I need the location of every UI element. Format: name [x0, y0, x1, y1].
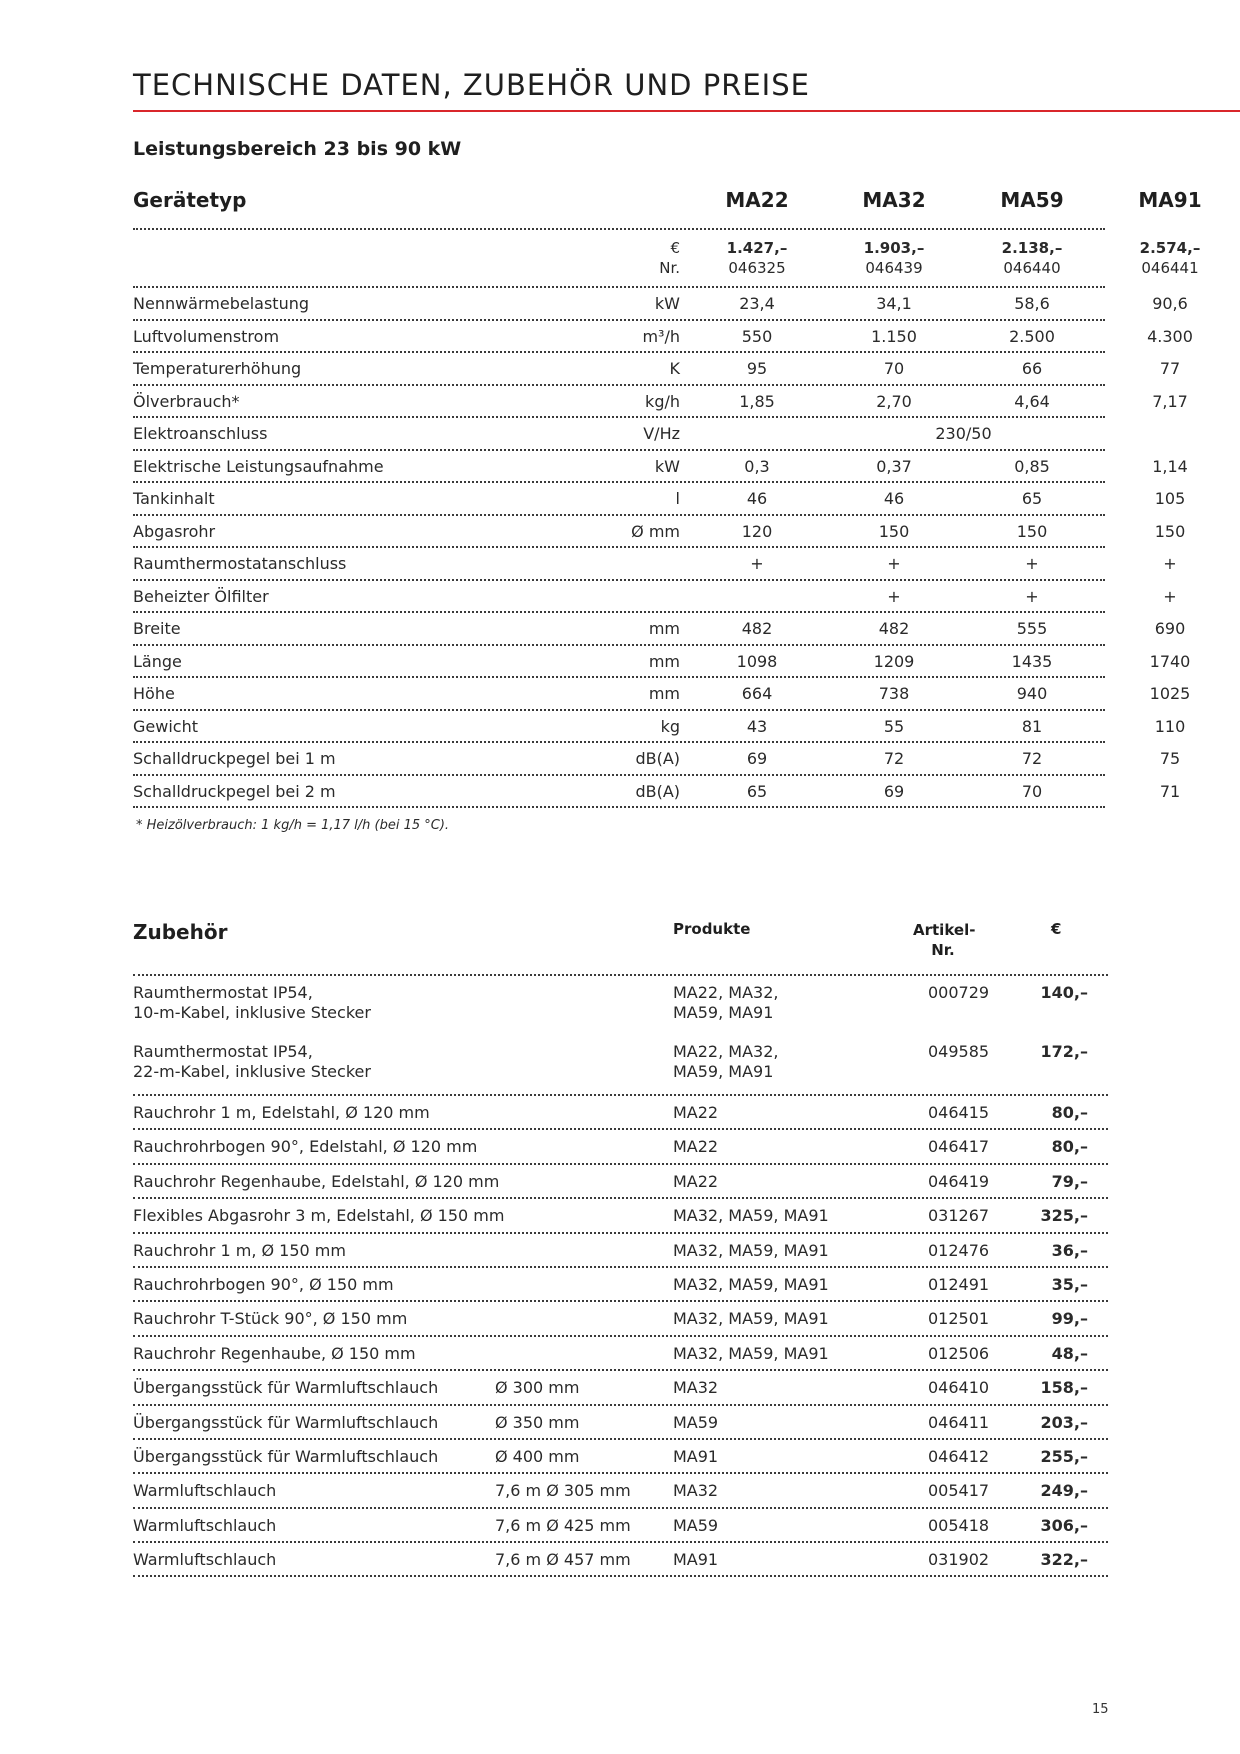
accessory-label: Rauchrohrbogen 90°, Ø 150 mm: [133, 1274, 394, 1294]
accessory-products: MA22: [673, 1137, 719, 1157]
accessory-label: Rauchrohr Regenhaube, Ø 150 mm: [133, 1343, 416, 1363]
row-value: 4.300: [1147, 326, 1193, 346]
model-article-number: 046439: [865, 259, 923, 277]
row-label: Raumthermostatanschluss: [133, 554, 347, 573]
table-row: [133, 548, 1177, 581]
row-value: +: [887, 586, 901, 606]
row-label: Breite: [133, 619, 181, 638]
row-value: 65: [746, 781, 768, 801]
row-value: 46: [883, 489, 905, 508]
row-value: 95: [746, 359, 768, 378]
accessory-products: MA91: [673, 1550, 719, 1570]
table-row: [133, 581, 1177, 614]
model-price: 2.574,–: [1139, 239, 1201, 257]
accessories-header: [133, 916, 1108, 976]
list-item: [133, 1199, 1108, 1233]
row-value: 66: [1021, 359, 1043, 378]
accessory-article-number: 005417: [928, 1481, 990, 1501]
tech-table-header: [133, 180, 1202, 230]
title-rule: [133, 110, 1240, 112]
accessory-spec: Ø 400 mm: [495, 1446, 580, 1466]
accessory-spec: 7,6 m Ø 457 mm: [495, 1550, 631, 1570]
row-value: 1209: [873, 651, 915, 671]
accessory-article-number: 046412: [928, 1446, 990, 1466]
row-value: 1740: [1149, 651, 1191, 671]
row-value: 70: [1021, 781, 1043, 801]
model-header: MA32: [862, 188, 926, 212]
row-value: 482: [741, 619, 773, 638]
row-value: 69: [746, 749, 768, 768]
row-value: +: [887, 554, 901, 573]
row-value: 482: [878, 619, 910, 638]
accessory-spec: 7,6 m Ø 305 mm: [495, 1481, 631, 1501]
row-value: 1435: [1011, 651, 1053, 671]
accessory-label: Übergangsstück für Warmluftschlauch: [133, 1412, 439, 1432]
section-subtitle: Leistungsbereich 23 bis 90 kW: [133, 138, 462, 160]
row-value: 1.150: [871, 326, 917, 346]
table-row: [133, 288, 1188, 321]
row-value: 23,4: [739, 294, 775, 313]
model-header: MA59: [1000, 188, 1064, 212]
accessory-label: Übergangsstück für Warmluftschlauch: [133, 1378, 439, 1398]
row-unit: l: [675, 489, 680, 508]
row-value: 1025: [1149, 684, 1191, 703]
accessory-products: MA59: [673, 1412, 719, 1432]
list-item: [133, 1165, 1108, 1199]
accessories-rows: [133, 976, 1108, 1577]
list-item: [133, 1406, 1108, 1440]
accessory-label: Warmluftschlauch: [133, 1550, 277, 1570]
table-row: [133, 483, 1186, 516]
row-value: 77: [1159, 359, 1181, 378]
article-number-unit: Nr.: [659, 259, 680, 277]
list-item: [133, 1130, 1108, 1164]
row-value: 550: [741, 326, 773, 346]
list-item: [133, 1268, 1108, 1302]
row-value: 230/50: [935, 424, 992, 443]
accessory-label: Rauchrohrbogen 90°, Edelstahl, Ø 120 mm: [133, 1137, 478, 1157]
accessory-price: 99,–: [1051, 1309, 1088, 1329]
row-value: +: [750, 554, 764, 573]
model-price: 1.427,–: [726, 239, 788, 257]
accessory-products: MA91: [673, 1446, 719, 1466]
row-unit: mm: [648, 684, 680, 703]
price-column-header: €: [1051, 920, 1062, 938]
list-item: [133, 1302, 1108, 1336]
row-value: 72: [883, 749, 905, 768]
row-value: 34,1: [876, 294, 912, 313]
accessory-article-number: 031267: [928, 1206, 990, 1226]
row-label: Elektrische Leistungsaufnahme: [133, 456, 384, 476]
accessory-products: MA22, MA32, MA59, MA91: [673, 1042, 779, 1081]
accessory-label: Rauchrohr Regenhaube, Edelstahl, Ø 120 mm: [133, 1171, 500, 1191]
row-value: 105: [1154, 489, 1186, 508]
accessory-products: MA22: [673, 1171, 719, 1191]
row-value: 0,3: [744, 456, 770, 476]
row-label: Schalldruckpegel bei 1 m: [133, 749, 336, 768]
accessory-spec: 7,6 m Ø 425 mm: [495, 1515, 631, 1535]
row-label: Tankinhalt: [133, 489, 215, 508]
table-row: [133, 743, 1181, 776]
row-label: Ölverbrauch*: [133, 391, 240, 411]
row-label: Schalldruckpegel bei 2 m: [133, 781, 336, 801]
row-value: 0,85: [1014, 456, 1050, 476]
list-item: [133, 1337, 1108, 1371]
accessory-label: Flexibles Abgasrohr 3 m, Edelstahl, Ø 150 mm: [133, 1206, 505, 1226]
row-label: Luftvolumenstrom: [133, 326, 280, 346]
row-label: Temperaturerhöhung: [133, 359, 302, 378]
accessory-products: MA32, MA59, MA91: [673, 1309, 829, 1329]
accessory-products: MA32: [673, 1481, 719, 1501]
row-label: Höhe: [133, 684, 175, 703]
table-row: [133, 776, 1181, 809]
row-value: 1,14: [1152, 456, 1188, 476]
accessories-table: [133, 916, 1108, 1577]
list-item: [133, 1543, 1108, 1577]
accessory-products: MA59: [673, 1515, 719, 1535]
row-value: 72: [1021, 749, 1043, 768]
accessory-label: Übergangsstück für Warmluftschlauch: [133, 1446, 439, 1466]
row-value: 7,17: [1152, 391, 1188, 411]
row-unit: dB(A): [635, 749, 680, 768]
accessory-article-number: 012476: [928, 1240, 990, 1260]
row-unit: m³/h: [642, 326, 680, 346]
accessory-label: Raumthermostat IP54, 10-m-Kabel, inklusive Stecker: [133, 983, 371, 1022]
row-label: Nennwärmebelastung: [133, 294, 310, 313]
row-value: 738: [878, 684, 910, 703]
model-header: MA22: [725, 188, 789, 212]
row-unit: kg/h: [645, 391, 680, 411]
table-row: [133, 321, 1193, 354]
row-value: +: [1163, 586, 1177, 606]
row-value: 71: [1159, 781, 1181, 801]
list-item: [133, 1474, 1108, 1508]
model-article-number: 046441: [1141, 259, 1199, 277]
row-value: 150: [878, 521, 910, 541]
table-row: [133, 646, 1191, 679]
row-label: Beheizter Ölfilter: [133, 586, 269, 606]
accessory-price: 255,–: [1040, 1446, 1088, 1466]
table-row: [133, 353, 1181, 386]
row-value: 1,85: [739, 391, 775, 411]
accessory-article-number: 000729: [928, 983, 990, 1002]
list-item: [133, 1234, 1108, 1268]
accessory-article-number: 012506: [928, 1343, 990, 1363]
page-number: 15: [1092, 1702, 1109, 1717]
page-title: TECHNISCHE DATEN, ZUBEHÖR UND PREISE: [133, 68, 810, 102]
model-article-number: 046440: [1003, 259, 1061, 277]
footnote: * Heizölverbrauch: 1 kg/h = 1,17 l/h (bei 15 °C).: [136, 818, 450, 833]
price-unit: €: [670, 239, 680, 257]
model-article-number: 046325: [728, 259, 786, 277]
accessory-products: MA22: [673, 1103, 719, 1122]
accessory-label: Rauchrohr T-Stück 90°, Ø 150 mm: [133, 1309, 408, 1329]
table-row: [133, 516, 1186, 549]
list-item: [133, 1035, 1108, 1096]
row-value: 150: [1154, 521, 1186, 541]
row-value: 81: [1021, 716, 1043, 736]
row-unit: kW: [654, 294, 680, 313]
row-value: 940: [1016, 684, 1048, 703]
accessory-article-number: 049585: [928, 1042, 990, 1061]
accessory-article-number: 046410: [928, 1378, 990, 1398]
tech-rows: [133, 288, 1193, 808]
list-item: [133, 1371, 1108, 1405]
accessory-price: 80,–: [1051, 1137, 1088, 1157]
accessory-price: 325,–: [1040, 1206, 1088, 1226]
row-value: 55: [883, 716, 905, 736]
row-value: +: [1163, 554, 1177, 573]
row-value: +: [1025, 586, 1039, 606]
row-unit: dB(A): [635, 781, 680, 801]
row-value: 0,37: [876, 456, 912, 476]
row-value: 110: [1154, 716, 1186, 736]
accessory-price: 79,–: [1051, 1171, 1088, 1191]
accessory-article-number: 012501: [928, 1309, 990, 1329]
accessory-price: 306,–: [1040, 1515, 1088, 1535]
accessory-label: Warmluftschlauch: [133, 1481, 277, 1501]
row-value: +: [1025, 554, 1039, 573]
row-value: 690: [1154, 619, 1186, 638]
table-row: [133, 678, 1191, 711]
row-value: 664: [741, 684, 773, 703]
accessory-article-number: 046419: [928, 1171, 990, 1191]
list-item: [133, 976, 1108, 1035]
row-unit: V/Hz: [643, 424, 680, 443]
model-price: 2.138,–: [1001, 239, 1063, 257]
accessory-article-number: 031902: [928, 1550, 990, 1570]
row-unit: mm: [648, 619, 680, 638]
model-price: 1.903,–: [863, 239, 925, 257]
accessory-price: 172,–: [1040, 1042, 1088, 1061]
accessory-price: 36,–: [1051, 1240, 1088, 1260]
row-label: Länge: [133, 651, 182, 671]
accessory-label: Rauchrohr 1 m, Edelstahl, Ø 120 mm: [133, 1103, 430, 1122]
row-unit: kW: [654, 456, 680, 476]
row-value: 43: [746, 716, 768, 736]
list-item: [133, 1509, 1108, 1543]
table-row: [133, 613, 1186, 646]
row-value: 555: [1016, 619, 1048, 638]
row-value: 90,6: [1152, 294, 1188, 313]
price-row: [133, 230, 1201, 288]
row-value: 46: [746, 489, 768, 508]
row-value: 75: [1159, 749, 1181, 768]
device-type-label: Gerätetyp: [133, 188, 247, 212]
accessory-price: 322,–: [1040, 1550, 1088, 1570]
row-value: 4,64: [1014, 391, 1050, 411]
accessory-spec: Ø 300 mm: [495, 1378, 580, 1398]
accessory-article-number: 046417: [928, 1137, 990, 1157]
list-item: [133, 1096, 1108, 1130]
table-row: [133, 418, 1105, 451]
accessory-price: 140,–: [1040, 983, 1088, 1002]
products-column-header: Produkte: [673, 920, 751, 938]
list-item: [133, 1440, 1108, 1474]
row-label: Elektroanschluss: [133, 424, 268, 443]
accessory-label: Warmluftschlauch: [133, 1515, 277, 1535]
accessory-label: Rauchrohr 1 m, Ø 150 mm: [133, 1240, 346, 1260]
accessory-price: 249,–: [1040, 1481, 1088, 1501]
accessory-products: MA32: [673, 1378, 719, 1398]
row-value: 150: [1016, 521, 1048, 541]
accessory-price: 158,–: [1040, 1378, 1088, 1398]
accessory-price: 80,–: [1051, 1103, 1088, 1122]
accessory-article-number: 012491: [928, 1274, 990, 1294]
row-value: 2,70: [876, 391, 912, 411]
accessory-article-number: 046411: [928, 1412, 990, 1432]
row-value: 120: [741, 521, 773, 541]
accessory-products: MA22, MA32, MA59, MA91: [673, 983, 779, 1022]
row-value: 1098: [736, 651, 778, 671]
accessory-spec: Ø 350 mm: [495, 1412, 580, 1432]
accessory-products: MA32, MA59, MA91: [673, 1343, 829, 1363]
accessories-title: Zubehör: [133, 920, 228, 944]
row-unit: kg: [660, 716, 680, 736]
row-unit: K: [669, 359, 680, 378]
table-row: [133, 711, 1186, 744]
technical-data-table: [133, 180, 1202, 808]
accessory-price: 203,–: [1040, 1412, 1088, 1432]
accessory-label: Raumthermostat IP54, 22-m-Kabel, inklusive Stecker: [133, 1042, 371, 1081]
row-value: 65: [1021, 489, 1043, 508]
table-row: [133, 386, 1188, 419]
row-label: Abgasrohr: [133, 521, 216, 541]
model-header: MA91: [1138, 188, 1202, 212]
accessory-article-number: 046415: [928, 1103, 990, 1122]
row-value: 70: [883, 359, 905, 378]
accessory-price: 35,–: [1051, 1274, 1088, 1294]
accessory-products: MA32, MA59, MA91: [673, 1206, 829, 1226]
article-column-header: Artikel- Nr.: [913, 921, 976, 959]
row-label: Gewicht: [133, 716, 198, 736]
table-row: [133, 451, 1188, 484]
row-unit: Ø mm: [631, 521, 680, 541]
accessory-price: 48,–: [1051, 1343, 1088, 1363]
row-unit: mm: [648, 651, 680, 671]
row-value: 69: [883, 781, 905, 801]
row-value: 2.500: [1009, 326, 1055, 346]
accessory-products: MA32, MA59, MA91: [673, 1240, 829, 1260]
accessory-products: MA32, MA59, MA91: [673, 1274, 829, 1294]
accessory-article-number: 005418: [928, 1515, 990, 1535]
row-value: 58,6: [1014, 294, 1050, 313]
